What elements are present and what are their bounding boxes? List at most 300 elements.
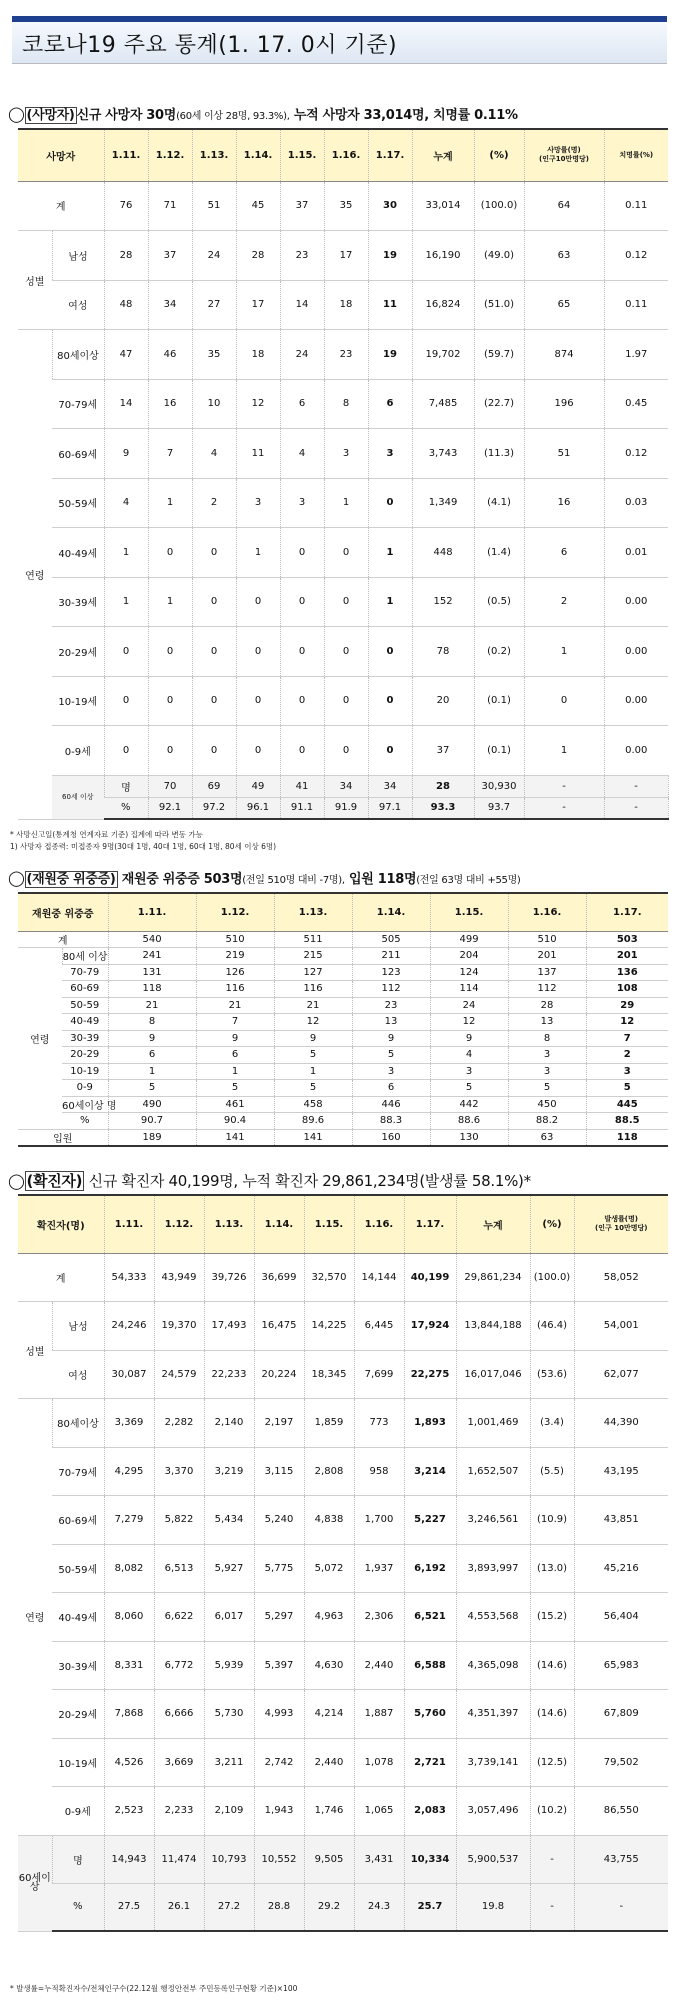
cell: 116 bbox=[196, 981, 274, 998]
cell: 5,730 bbox=[204, 1690, 254, 1739]
deaths-note-2: 1) 사망자 접종력: 미접종자 9명(30대 1명, 40대 1명, 60대 1명, 80세 이상 6명) bbox=[10, 842, 277, 851]
cell: 2 bbox=[192, 478, 236, 528]
cell: 448 bbox=[412, 528, 474, 578]
cell: 0.00 bbox=[604, 577, 668, 627]
table-row bbox=[18, 948, 668, 965]
cell: 23 bbox=[352, 997, 430, 1014]
cell: (14.6) bbox=[530, 1641, 574, 1690]
cell: 6 bbox=[280, 379, 324, 429]
cell: 21 bbox=[274, 997, 352, 1014]
cell: (10.9) bbox=[530, 1496, 574, 1545]
cell: 2 bbox=[524, 577, 604, 627]
row-label: 60-69세 bbox=[52, 1496, 104, 1545]
cell: 13 bbox=[352, 1014, 430, 1031]
cell: 14 bbox=[104, 379, 148, 429]
cell: 14 bbox=[280, 280, 324, 330]
cell: 1,893 bbox=[404, 1399, 456, 1448]
deaths-note-1: * 사망신고일(통계청 연계자료 기준) 집계에 따라 변동 가능 bbox=[10, 830, 203, 839]
cell: 3,369 bbox=[104, 1399, 154, 1448]
row-label: 80세 이상 bbox=[62, 948, 108, 965]
cell: 3,214 bbox=[404, 1447, 456, 1496]
cell: 8 bbox=[324, 379, 368, 429]
cell: 18 bbox=[236, 330, 280, 380]
cell: 19 bbox=[368, 330, 412, 380]
cell: 3 bbox=[430, 1063, 508, 1080]
row-label: 20-29세 bbox=[52, 627, 104, 677]
cell: 20,224 bbox=[254, 1350, 304, 1399]
cell: 874 bbox=[524, 330, 604, 380]
cell: 56,404 bbox=[574, 1593, 668, 1642]
cell: 2,197 bbox=[254, 1399, 304, 1448]
cell: 11,474 bbox=[154, 1835, 204, 1883]
severe-header-5: 1.15. bbox=[430, 893, 508, 931]
cell: 4,553,568 bbox=[456, 1593, 530, 1642]
cell: 137 bbox=[508, 964, 586, 981]
cell: 152 bbox=[412, 577, 474, 627]
cell: 88.2 bbox=[508, 1113, 586, 1130]
cell: 131 bbox=[108, 964, 196, 981]
cell: 8,060 bbox=[104, 1593, 154, 1642]
page-title: 코로나19 주요 통계(1. 17. 0시 기준) bbox=[22, 33, 398, 58]
cell: 1 bbox=[196, 1063, 274, 1080]
group-label: 성별 bbox=[18, 231, 52, 330]
cell: 3,743 bbox=[412, 429, 474, 479]
over60-count-label: 명 bbox=[52, 1835, 104, 1883]
cell: 3 bbox=[352, 1063, 430, 1080]
cell: 6,772 bbox=[154, 1641, 204, 1690]
cell: 63 bbox=[524, 231, 604, 281]
cell: (100.0) bbox=[530, 1253, 574, 1302]
cell: 24 bbox=[280, 330, 324, 380]
confirmed-header-4: 1.14. bbox=[254, 1195, 304, 1253]
bullet: ◯ bbox=[8, 1172, 25, 1190]
cell: 127 bbox=[274, 964, 352, 981]
cell: 3 bbox=[324, 429, 368, 479]
cell: 9 bbox=[430, 1030, 508, 1047]
table-row bbox=[18, 964, 668, 981]
cell: 6,666 bbox=[154, 1690, 204, 1739]
cell: 5 bbox=[196, 1080, 274, 1097]
cell: 5,297 bbox=[254, 1593, 304, 1642]
cell: - bbox=[574, 1883, 668, 1931]
cell: 3 bbox=[280, 478, 324, 528]
table-row bbox=[18, 627, 668, 677]
cell: 92.1 bbox=[148, 797, 192, 819]
cell: 22,233 bbox=[204, 1350, 254, 1399]
cell: 1 bbox=[148, 478, 192, 528]
over60-count-label: 60세이상 명 bbox=[62, 1096, 108, 1113]
cell: 1 bbox=[368, 577, 412, 627]
admission-row bbox=[18, 1129, 668, 1146]
cell: 1,943 bbox=[254, 1787, 304, 1836]
cell: 5,939 bbox=[204, 1641, 254, 1690]
cell: 505 bbox=[352, 931, 430, 948]
cell: - bbox=[524, 775, 604, 797]
table-row bbox=[18, 1080, 668, 1097]
cell: 97.2 bbox=[192, 797, 236, 819]
cell: 4,838 bbox=[304, 1496, 354, 1545]
deaths-new: 신규 사망자 30명 bbox=[76, 108, 177, 123]
over60-count-row bbox=[18, 1096, 668, 1113]
cell: 3 bbox=[586, 1063, 668, 1080]
row-label: 30-39세 bbox=[52, 577, 104, 627]
deaths-table bbox=[18, 128, 668, 820]
cell: 2,742 bbox=[254, 1738, 304, 1787]
cell: 16,475 bbox=[254, 1302, 304, 1351]
cell: 0 bbox=[324, 726, 368, 776]
confirmed-header-0: 확진자(명) bbox=[18, 1195, 104, 1253]
cell: 5,900,537 bbox=[456, 1835, 530, 1883]
cell: 510 bbox=[508, 931, 586, 948]
table-row bbox=[18, 1544, 668, 1593]
cell: (0.2) bbox=[474, 627, 524, 677]
cell: 48 bbox=[104, 280, 148, 330]
over60-label: 60세이상 bbox=[18, 1835, 52, 1931]
cell: 40,199 bbox=[404, 1253, 456, 1302]
group-label: 연령 bbox=[18, 948, 62, 1130]
cell: 2,083 bbox=[404, 1787, 456, 1836]
cell: 10 bbox=[192, 379, 236, 429]
table-row bbox=[18, 1496, 668, 1545]
over60-count-row bbox=[18, 775, 668, 797]
deaths-header-7: 1.17. bbox=[368, 129, 412, 181]
row-label: 20-29 bbox=[62, 1047, 108, 1064]
cell: (12.5) bbox=[530, 1738, 574, 1787]
cell: 9 bbox=[352, 1030, 430, 1047]
cell: 4,365,098 bbox=[456, 1641, 530, 1690]
cell: 0 bbox=[324, 528, 368, 578]
cell: 4,993 bbox=[254, 1690, 304, 1739]
cell: 16,017,046 bbox=[456, 1350, 530, 1399]
cell: 0 bbox=[368, 676, 412, 726]
severe-header-7: 1.17. bbox=[586, 893, 668, 931]
row-label: 50-59세 bbox=[52, 1544, 104, 1593]
deaths-header-3: 1.13. bbox=[192, 129, 236, 181]
cell: 12 bbox=[236, 379, 280, 429]
cell: 51 bbox=[524, 429, 604, 479]
cell: 10,552 bbox=[254, 1835, 304, 1883]
cell: 37 bbox=[280, 181, 324, 231]
cell: 0 bbox=[192, 528, 236, 578]
cell: (49.0) bbox=[474, 231, 524, 281]
table-row bbox=[18, 379, 668, 429]
cell: 1 bbox=[108, 1063, 196, 1080]
cell: 5 bbox=[352, 1047, 430, 1064]
cell: 17 bbox=[236, 280, 280, 330]
cell: 28 bbox=[508, 997, 586, 1014]
confirmed-header-2: 1.12. bbox=[154, 1195, 204, 1253]
cell: 58,052 bbox=[574, 1253, 668, 1302]
cell: 0 bbox=[148, 676, 192, 726]
cell: 189 bbox=[108, 1129, 196, 1146]
cell: 43,949 bbox=[154, 1253, 204, 1302]
cell: 0.45 bbox=[604, 379, 668, 429]
row-label: 30-39세 bbox=[52, 1641, 104, 1690]
cell: 7,279 bbox=[104, 1496, 154, 1545]
cell: 0 bbox=[192, 726, 236, 776]
cell: 211 bbox=[352, 948, 430, 965]
cell: 112 bbox=[352, 981, 430, 998]
cell: 0 bbox=[368, 627, 412, 677]
cell: 22,275 bbox=[404, 1350, 456, 1399]
cell: (46.4) bbox=[530, 1302, 574, 1351]
cell: 45 bbox=[236, 181, 280, 231]
title-banner bbox=[12, 16, 667, 64]
over60-count-label: 명 bbox=[104, 775, 148, 797]
cell: 773 bbox=[354, 1399, 404, 1448]
cell: 14,225 bbox=[304, 1302, 354, 1351]
cell: 7 bbox=[196, 1014, 274, 1031]
cell: 5,072 bbox=[304, 1544, 354, 1593]
cell: 63 bbox=[508, 1129, 586, 1146]
row-label: 입원 bbox=[18, 1129, 108, 1146]
row-label: 10-19세 bbox=[52, 676, 104, 726]
table-row bbox=[18, 429, 668, 479]
cell: 0 bbox=[148, 726, 192, 776]
cell: 32,570 bbox=[304, 1253, 354, 1302]
cell: 78 bbox=[412, 627, 474, 677]
table-row bbox=[18, 1399, 668, 1448]
cell: 21 bbox=[108, 997, 196, 1014]
cell: (51.0) bbox=[474, 280, 524, 330]
cell: 3,669 bbox=[154, 1738, 204, 1787]
cell: 51 bbox=[192, 181, 236, 231]
cell: 86,550 bbox=[574, 1787, 668, 1836]
table-row bbox=[18, 478, 668, 528]
cell: (3.4) bbox=[530, 1399, 574, 1448]
cell: 7,868 bbox=[104, 1690, 154, 1739]
cell: 1 bbox=[524, 627, 604, 677]
cell: (0.1) bbox=[474, 726, 524, 776]
cell: 0 bbox=[280, 577, 324, 627]
cell: (11.3) bbox=[474, 429, 524, 479]
cell: 3,370 bbox=[154, 1447, 204, 1496]
cell: 28.8 bbox=[254, 1883, 304, 1931]
cell: 540 bbox=[108, 931, 196, 948]
cell: 201 bbox=[586, 948, 668, 965]
cell: 24 bbox=[192, 231, 236, 281]
cell: (100.0) bbox=[474, 181, 524, 231]
cell: 4,963 bbox=[304, 1593, 354, 1642]
cell: 3,115 bbox=[254, 1447, 304, 1496]
cell: 30,930 bbox=[474, 775, 524, 797]
cell: 27 bbox=[192, 280, 236, 330]
cell: 37 bbox=[412, 726, 474, 776]
cell: 9,505 bbox=[304, 1835, 354, 1883]
cell: 18 bbox=[324, 280, 368, 330]
cell: 1,746 bbox=[304, 1787, 354, 1836]
table-row bbox=[18, 231, 668, 281]
cell: 1,349 bbox=[412, 478, 474, 528]
cell: 5,227 bbox=[404, 1496, 456, 1545]
cell: (59.7) bbox=[474, 330, 524, 380]
cell: 17 bbox=[324, 231, 368, 281]
cell: 6,622 bbox=[154, 1593, 204, 1642]
cell: 160 bbox=[352, 1129, 430, 1146]
cell: 1 bbox=[104, 528, 148, 578]
cell: 2,440 bbox=[354, 1641, 404, 1690]
cell: 0 bbox=[324, 577, 368, 627]
cell: 114 bbox=[430, 981, 508, 998]
cell: 510 bbox=[196, 931, 274, 948]
cell: 6,513 bbox=[154, 1544, 204, 1593]
row-label: 10-19세 bbox=[52, 1738, 104, 1787]
table-row bbox=[18, 1738, 668, 1787]
row-label: 남성 bbox=[52, 1302, 104, 1351]
deaths-header-6: 1.16. bbox=[324, 129, 368, 181]
cell: (53.6) bbox=[530, 1350, 574, 1399]
bullet: ◯ bbox=[8, 105, 25, 123]
cell: 24,246 bbox=[104, 1302, 154, 1351]
table-row bbox=[18, 1447, 668, 1496]
row-label: 0-9세 bbox=[52, 726, 104, 776]
cell: 9 bbox=[104, 429, 148, 479]
confirmed-header-6: 1.16. bbox=[354, 1195, 404, 1253]
cell: 29,861,234 bbox=[456, 1253, 530, 1302]
cell: 13,844,188 bbox=[456, 1302, 530, 1351]
cell: 67,809 bbox=[574, 1690, 668, 1739]
cell: 65 bbox=[524, 280, 604, 330]
table-row bbox=[18, 676, 668, 726]
group-label: 연령 bbox=[18, 1399, 52, 1836]
cell: 118 bbox=[586, 1129, 668, 1146]
cell: 0 bbox=[148, 627, 192, 677]
severe-key: (재원중 위중증) bbox=[26, 872, 116, 887]
cell: 24 bbox=[430, 997, 508, 1014]
cell: 1,937 bbox=[354, 1544, 404, 1593]
cell: 23 bbox=[324, 330, 368, 380]
row-label: 60-69 bbox=[62, 981, 108, 998]
cell: 0.00 bbox=[604, 726, 668, 776]
table-row bbox=[18, 931, 668, 948]
cell: 5 bbox=[274, 1080, 352, 1097]
cell: 7,699 bbox=[354, 1350, 404, 1399]
cell: 30,087 bbox=[104, 1350, 154, 1399]
cell: 446 bbox=[352, 1096, 430, 1113]
cell: 124 bbox=[430, 964, 508, 981]
cell: 11 bbox=[368, 280, 412, 330]
over60-pct-label: % bbox=[104, 797, 148, 819]
cell: 5,240 bbox=[254, 1496, 304, 1545]
severe-adm: 입원 118명 bbox=[344, 872, 417, 887]
cell: 1 bbox=[524, 726, 604, 776]
cell: 19,370 bbox=[154, 1302, 204, 1351]
cell: 5 bbox=[430, 1080, 508, 1097]
cell: 141 bbox=[274, 1129, 352, 1146]
cell: 64 bbox=[524, 181, 604, 231]
cell: 2,440 bbox=[304, 1738, 354, 1787]
cell: 1,887 bbox=[354, 1690, 404, 1739]
confirmed-header-8: 누계 bbox=[456, 1195, 530, 1253]
cell: 21 bbox=[196, 997, 274, 1014]
cell: 0.00 bbox=[604, 676, 668, 726]
row-label: 70-79 bbox=[62, 964, 108, 981]
cell: 3 bbox=[236, 478, 280, 528]
over60-pct-label: % bbox=[62, 1113, 108, 1130]
cell: 450 bbox=[508, 1096, 586, 1113]
cell: 6 bbox=[524, 528, 604, 578]
cell: (0.5) bbox=[474, 577, 524, 627]
deaths-new-detail: (60세 이상 28명, 93.3%), bbox=[176, 111, 290, 122]
cell: 43,195 bbox=[574, 1447, 668, 1496]
cell: 3 bbox=[368, 429, 412, 479]
cell: 19,702 bbox=[412, 330, 474, 380]
severe-section-title bbox=[8, 868, 521, 887]
cell: (4.1) bbox=[474, 478, 524, 528]
row-label: 0-9세 bbox=[52, 1787, 104, 1836]
cell: 5,775 bbox=[254, 1544, 304, 1593]
cell: 9 bbox=[108, 1030, 196, 1047]
cell: 0.03 bbox=[604, 478, 668, 528]
cell: 3,211 bbox=[204, 1738, 254, 1787]
cell: 90.4 bbox=[196, 1113, 274, 1130]
cell: 0 bbox=[280, 676, 324, 726]
cell: 201 bbox=[508, 948, 586, 965]
over60-count-row bbox=[18, 1835, 668, 1883]
cell: 35 bbox=[192, 330, 236, 380]
confirmed-header-3: 1.13. bbox=[204, 1195, 254, 1253]
severe-header-2: 1.12. bbox=[196, 893, 274, 931]
confirmed-text: 신규 확진자 40,199명, 누적 확진자 29,861,234명(발생률 58.1%)* bbox=[84, 1172, 531, 1190]
table-row bbox=[18, 726, 668, 776]
cell: 1 bbox=[148, 577, 192, 627]
cell: 3 bbox=[508, 1063, 586, 1080]
cell: 958 bbox=[354, 1447, 404, 1496]
cell: (14.6) bbox=[530, 1690, 574, 1739]
cell: 12 bbox=[274, 1014, 352, 1031]
cell: 5,927 bbox=[204, 1544, 254, 1593]
cell: 23 bbox=[280, 231, 324, 281]
cell: 0.12 bbox=[604, 231, 668, 281]
deaths-header-9: (%) bbox=[474, 129, 524, 181]
row-label: 남성 bbox=[52, 231, 104, 281]
row-label: 계 bbox=[18, 181, 104, 231]
cell: - bbox=[530, 1883, 574, 1931]
cell: 24,579 bbox=[154, 1350, 204, 1399]
deaths-section-title bbox=[8, 104, 518, 123]
cell: 0 bbox=[236, 627, 280, 677]
cell: 5 bbox=[274, 1047, 352, 1064]
cell: 14,943 bbox=[104, 1835, 154, 1883]
cell: 8,082 bbox=[104, 1544, 154, 1593]
table-row bbox=[18, 577, 668, 627]
table-row bbox=[18, 1690, 668, 1739]
cell: 3,893,997 bbox=[456, 1544, 530, 1593]
cell: 0 bbox=[236, 726, 280, 776]
cell: 54,001 bbox=[574, 1302, 668, 1351]
severe-header-1: 1.11. bbox=[108, 893, 196, 931]
cell: 29 bbox=[586, 997, 668, 1014]
cell: 5,434 bbox=[204, 1496, 254, 1545]
cell: 445 bbox=[586, 1096, 668, 1113]
cell: 16,824 bbox=[412, 280, 474, 330]
cell: 0 bbox=[324, 676, 368, 726]
cell: 13 bbox=[508, 1014, 586, 1031]
cell: 3,246,561 bbox=[456, 1496, 530, 1545]
deaths-header-10: 사망률(명) (인구10만명당) bbox=[524, 129, 604, 181]
confirmed-note: * 발생률=누적확진자수/전체인구수(22.12월 행정안전부 주민등록인구현황 기준)×100 bbox=[10, 1984, 298, 1993]
row-label: 50-59세 bbox=[52, 478, 104, 528]
cell: 0 bbox=[280, 528, 324, 578]
cell: 28 bbox=[104, 231, 148, 281]
cell: 1.97 bbox=[604, 330, 668, 380]
cell: 6,017 bbox=[204, 1593, 254, 1642]
row-label: 40-49 bbox=[62, 1014, 108, 1031]
cell: 2,282 bbox=[154, 1399, 204, 1448]
cell: 71 bbox=[148, 181, 192, 231]
row-label: 80세이상 bbox=[52, 330, 104, 380]
cell: 2,721 bbox=[404, 1738, 456, 1787]
